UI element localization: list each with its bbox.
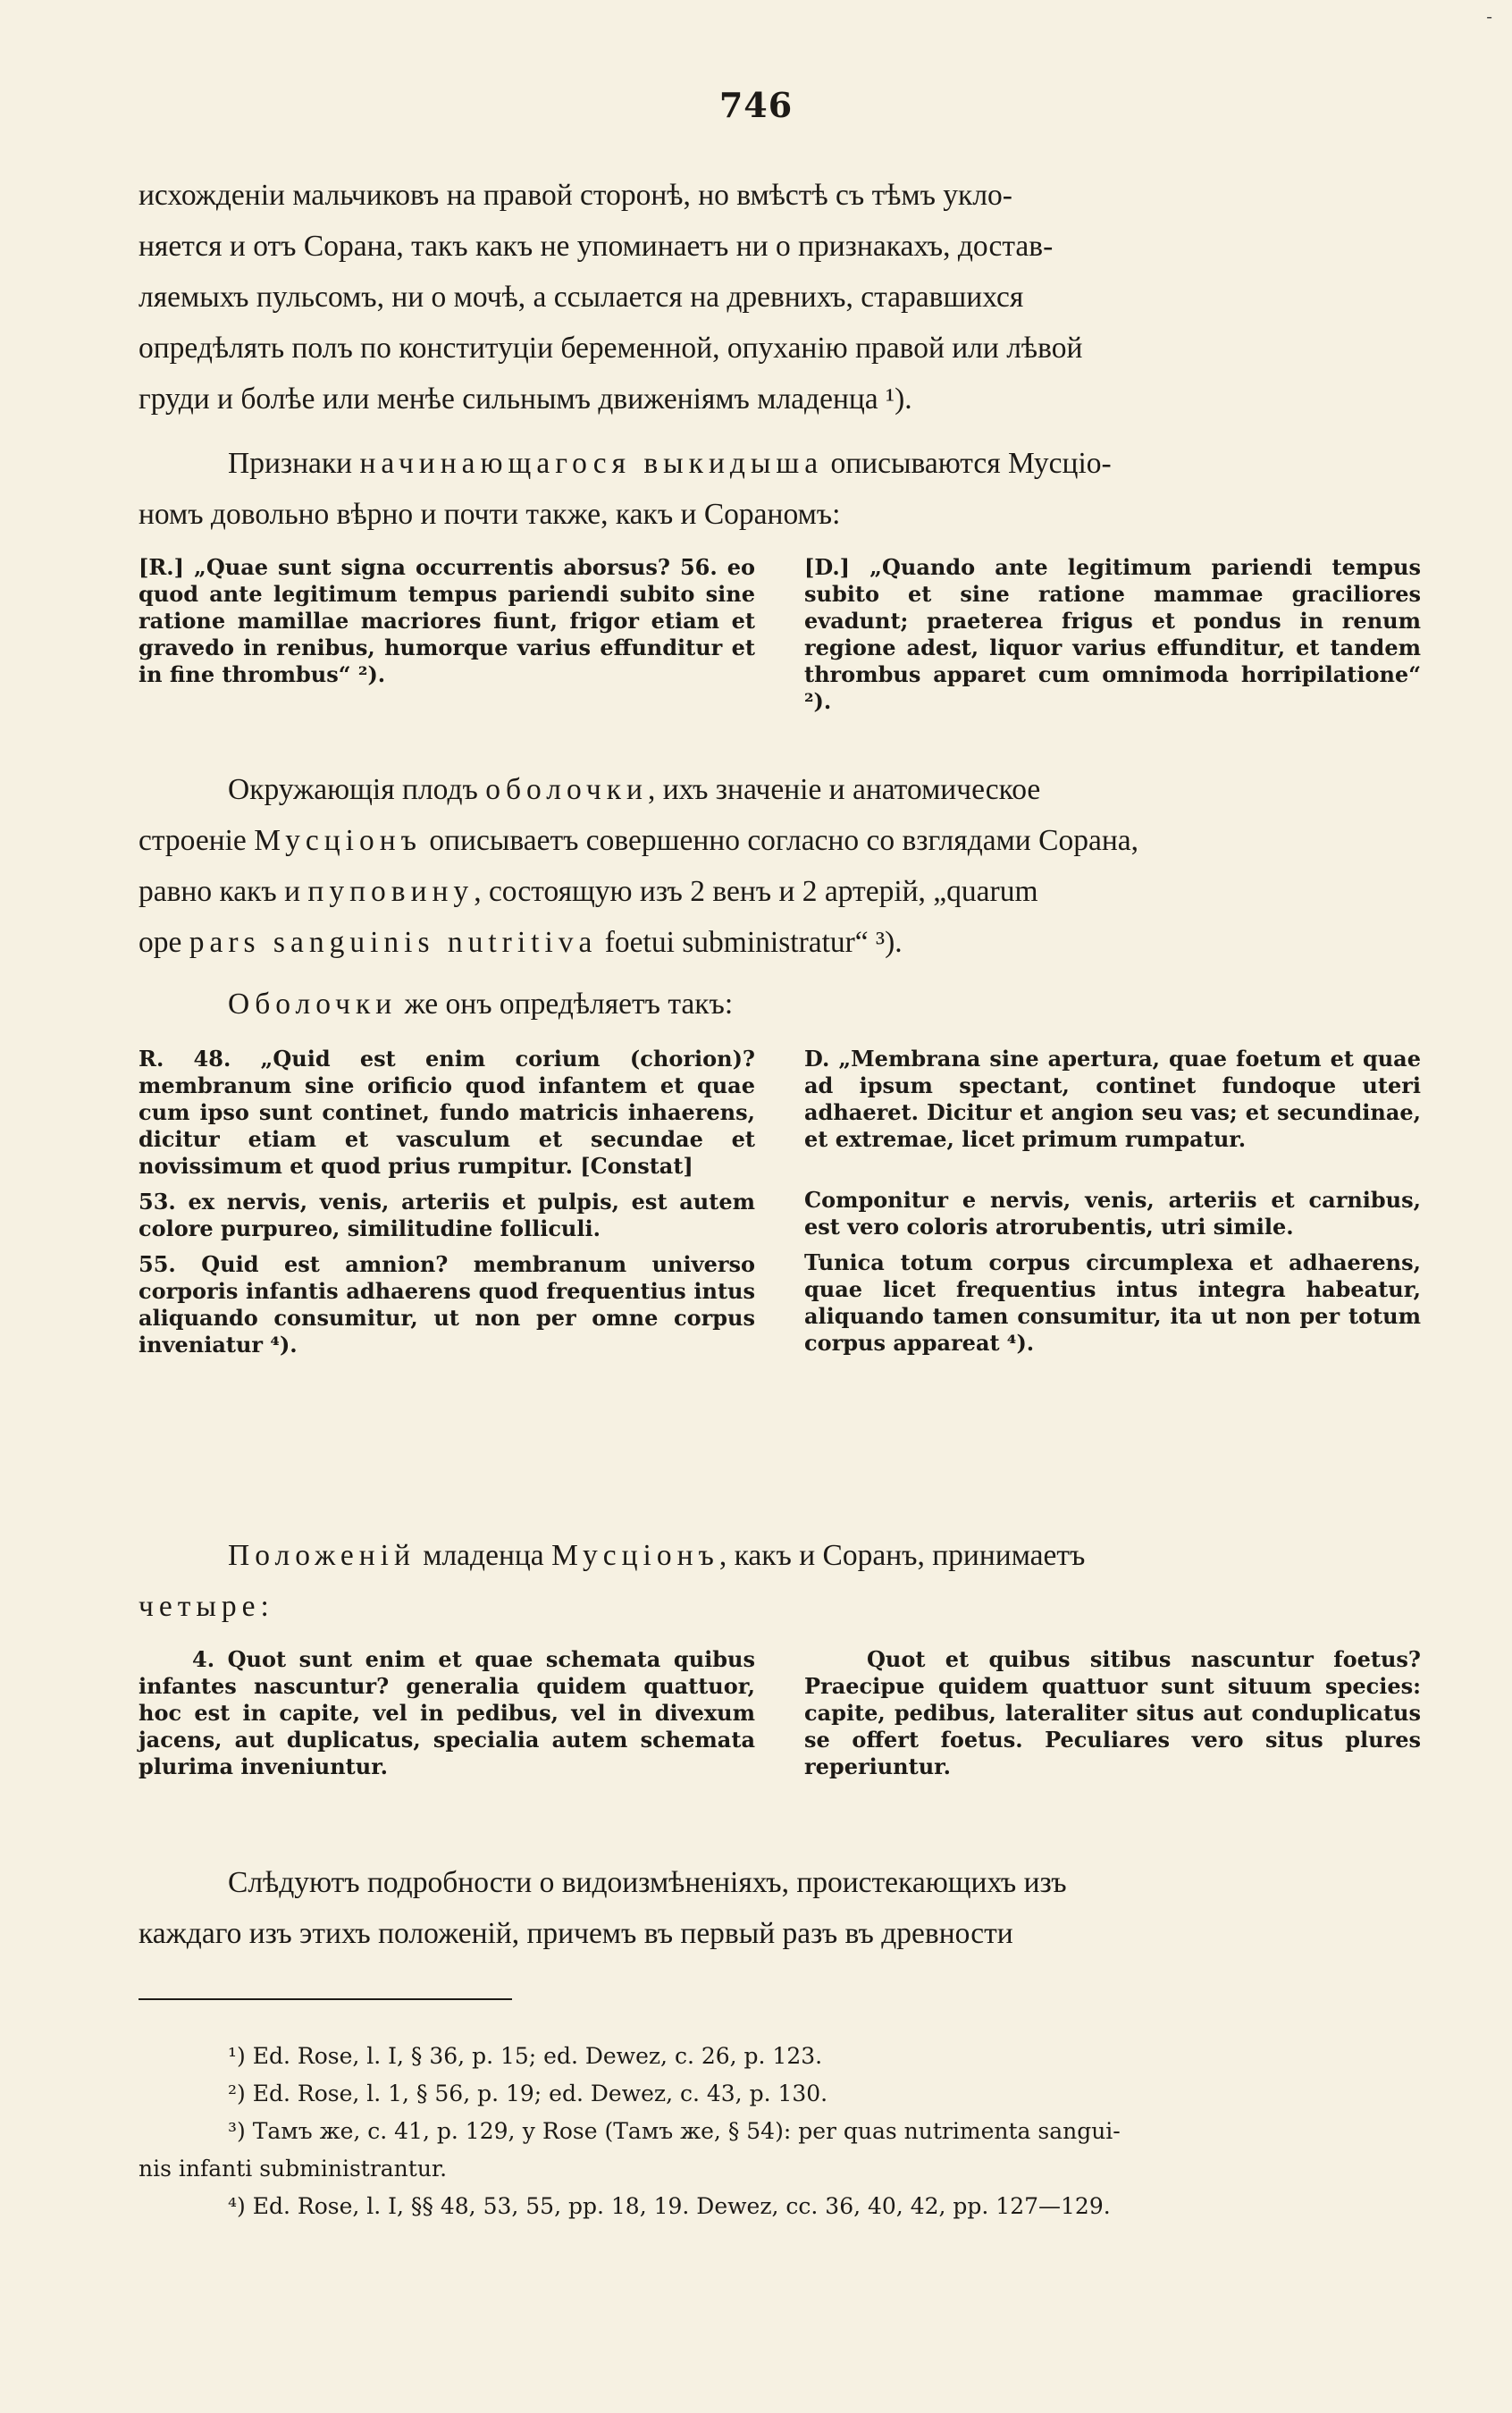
latin-quote: R. 48. „Quid est enim corium (chorion)? membranum sine orificio quod infantem et quae cum ipso sunt continet, fundo matricis inhaerens, dicitur etiam et vasculum et secundae et novissimum et quod prius rumpitur. [Constat] (139, 1046, 755, 1179)
positions-paragraph (139, 1530, 1421, 1632)
dewez-column (804, 1646, 1421, 1789)
text-line: опредѣлять полъ по конституціи беременной, опуханію правой или лѣвой (139, 332, 1083, 365)
text-line: исхожденіи мальчиковъ на правой сторонѣ, но вмѣстѣ съ тѣмъ укло- (139, 179, 1012, 212)
intro-paragraph (139, 170, 1421, 425)
latin-quote: Tunica totum corpus circumplexa et adhaerens, quae licet frequentius intus integra habeatur, aliquando tamen consumitur, ita ut non per totum corpus appareat ⁴). (804, 1249, 1421, 1356)
spaced-term: Мусціонъ (254, 824, 422, 857)
spaced-term: начинающагося выкидыша (359, 447, 824, 480)
rose-column (139, 1046, 755, 1367)
footnote: ¹) Ed. Rose, l. I, § 36, p. 15; ed. Dewez, c. 26, p. 123. (228, 2043, 823, 2069)
spaced-term: Положеній (228, 1539, 416, 1572)
latin-quote: Quot et quibus sitibus nascuntur foetus? Praecipue quidem quattuor sunt situum species: capite, pedibus, lateraliter situs aut conduplicatus se offert foetus. Peculiares vero situs plures reperiuntur. (804, 1646, 1421, 1779)
text-line: Признаки начинающагося выкидыша описываются Мусціо- (228, 447, 1112, 480)
text-line: строеніе Мусціонъ описываетъ совершенно согласно со взглядами Сорана, (139, 824, 1138, 857)
text-line: номъ довольно вѣрно и почти также, какъ и Сораномъ: (139, 498, 841, 531)
text-line: ope pars sanguinis nutritiva foetui subministratur“ ³). (139, 926, 903, 959)
spaced-term: Оболочки (228, 988, 398, 1021)
latin-quote: D. „Membrana sine apertura, quae foetum et quae ad ipsum spectant, continet fundoque uteri adhaeret. Dicitur et angion seu vas; et secundinae, et extremae, licet primum rumpatur. (804, 1046, 1421, 1152)
footnote-rule (139, 1998, 512, 2000)
latin-quote: [R.] „Quae sunt signa occurrentis aborsus? 56. eo quod ante legitimum tempus pariendi subito sine ratione mamillae macriores fiunt, frigor etiam et gravedo in renibus, humorque varius effunditur et in fine thrombus“ ²). (139, 554, 755, 687)
dewez-column (804, 554, 1421, 724)
text-line: груди и болѣе или менѣе сильнымъ движеніямъ младенца ¹). (139, 383, 912, 416)
definition-intro (139, 979, 1421, 1030)
corner-mark: - (1486, 5, 1492, 27)
closing-paragraph (139, 1857, 1421, 1959)
spaced-term: Мусціонъ (551, 1539, 719, 1572)
text-line: Положеній младенца Мусціонъ, какъ и Соранъ, принимаетъ (228, 1539, 1086, 1572)
latin-quote: Componitur e nervis, venis, arteriis et carnibus, est vero coloris atrorubentis, utri simile. (804, 1187, 1421, 1240)
latin-columns-2 (139, 1046, 1421, 1367)
dewez-column (804, 1046, 1421, 1367)
latin-quote: 4. Quot sunt enim et quae schemata quibus infantes nascuntur? generalia quidem quattuor, hoc est in capite, vel in pedibus, vel in divexum jacens, aut duplicatus, specialia autem schemata plurima inveniuntur. (139, 1646, 755, 1779)
spaced-term: пуповину (307, 875, 475, 908)
text-line: Слѣдуютъ подробности о видоизмѣненіяхъ, проистекающихъ изъ (228, 1866, 1067, 1899)
text-line: Окружающія плодъ оболочки, ихъ значеніе и анатомическое (228, 773, 1041, 806)
text-line: четыре: (139, 1590, 274, 1623)
rose-column (139, 554, 755, 724)
text-line: няется и отъ Сорана, такъ какъ не упоминаетъ ни о признакахъ, достав- (139, 230, 1054, 263)
rose-column (139, 1646, 755, 1789)
latin-columns-3 (139, 1646, 1421, 1789)
latin-quote: [D.] „Quando ante legitimum pariendi tempus subito et sine ratione mammae graciliores evadunt; praeterea frigus et pondus in renum regione adest, liquor varius effunditur, et tandem thrombus apparet cum omnimoda horripilatione“ ²). (804, 554, 1421, 714)
footnotes (139, 2038, 1421, 2225)
text-line: равно какъ и пуповину, состоящую изъ 2 венъ и 2 артерій, „quarum (139, 875, 1038, 908)
membranes-paragraph (139, 764, 1421, 968)
footnote: ²) Ed. Rose, l. 1, § 56, p. 19; ed. Dewez, c. 43, p. 130. (228, 2081, 828, 2106)
footnote: ⁴) Ed. Rose, l. I, §§ 48, 53, 55, pp. 18, 19. Dewez, cc. 36, 40, 42, pp. 127—129. (228, 2193, 1111, 2219)
latin-quote: 55. Quid est amnion? membranum universo corporis infantis adhaerens quod frequentius intus aliquando consumitur, ut non per omne corpus inveniatur ⁴). (139, 1251, 755, 1358)
spaced-term: оболочки (485, 773, 648, 806)
miscarriage-paragraph (139, 438, 1421, 540)
page-number: 746 (718, 85, 794, 125)
text-line: каждаго изъ этихъ положеній, причемъ въ первый разъ въ древности (139, 1917, 1013, 1950)
text-line: Оболочки же онъ опредѣляетъ такъ: (228, 988, 734, 1021)
footnote: ³) Тамъ же, c. 41, p. 129, у Rose (Тамъ же, § 54): per quas nutrimenta sangui- (228, 2118, 1121, 2144)
text-line: ляемыхъ пульсомъ, ни о мочѣ, а ссылается на древнихъ, старавшихся (139, 281, 1024, 314)
latin-columns-1 (139, 554, 1421, 724)
spaced-term: pars sanguinis nutritiva (189, 926, 598, 959)
footnote-continuation: nis infanti subministrantur. (139, 2156, 448, 2182)
latin-quote: 53. ex nervis, venis, arteriis et pulpis, est autem colore purpureo, similitudine folliculi. (139, 1189, 755, 1241)
